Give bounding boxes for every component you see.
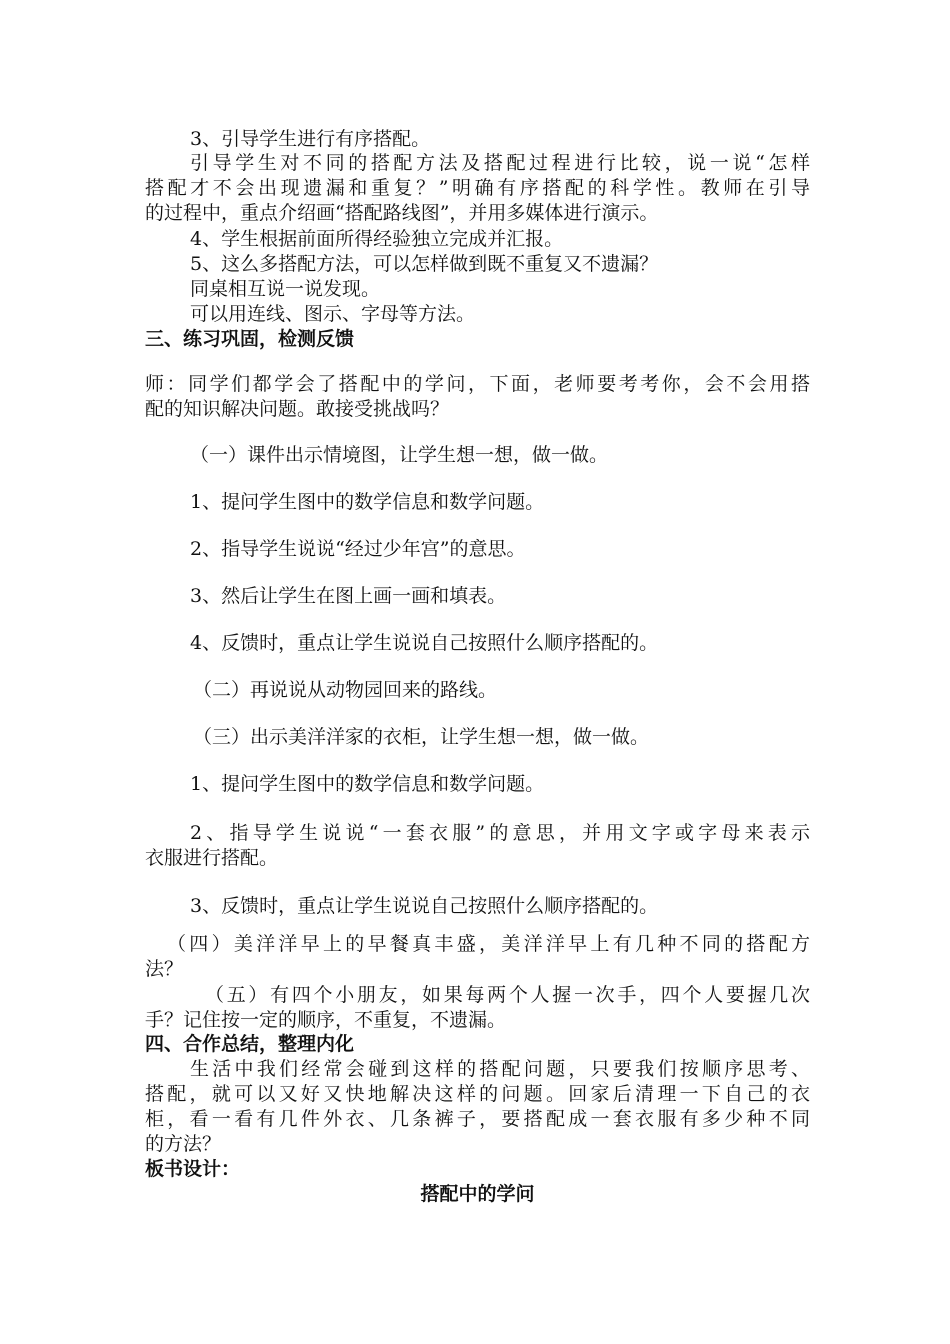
step-3-para-line-2: 搭配才不会出现遗漏和重复？”明确有序搭配的科学性。教师在引导 (145, 177, 810, 199)
step-5-methods: 可以用连线、图示、字母等方法。 (190, 303, 476, 325)
part-3-title: （三）出示美洋洋家的衣柜，让学生想一想，做一做。 (193, 726, 650, 748)
part-4-line-1: （四）美洋洋早上的早餐真丰盛，美洋洋早上有几种不同的搭配方 (167, 933, 810, 955)
step-5-discuss: 同桌相互说一说发现。 (190, 278, 381, 300)
section-4-heading: 四、合作总结，整理内化 (145, 1033, 355, 1055)
teacher-line-1: 师：同学们都学会了搭配中的学问，下面，老师要考考你，会不会用搭 (145, 373, 810, 395)
summary-line-3: 柜，看一看有几件外衣、几条裤子，要搭配成一套衣服有多少种不同 (145, 1108, 810, 1130)
summary-line-1: 生活中我们经常会碰到这样的搭配问题，只要我们按顺序思考、 (190, 1058, 810, 1080)
part-3-item-2-line-2: 衣服进行搭配。 (145, 847, 279, 869)
teacher-line-2: 配的知识解决问题。敢接受挑战吗？ (145, 398, 450, 420)
step-3-para-line-1: 引导学生对不同的搭配方法及搭配过程进行比较，说一说“怎样 (190, 152, 810, 174)
part-1-item-2: 2、指导学生说说“经过少年宫”的意思。 (190, 538, 526, 560)
part-3-item-3: 3、反馈时，重点让学生说说自己按照什么顺序搭配的。 (190, 895, 659, 917)
summary-line-2: 搭配，就可以又好又快地解决这样的问题。回家后清理一下自己的衣 (145, 1083, 810, 1105)
summary-line-4: 的方法？ (145, 1133, 222, 1155)
part-5-line-1: （五）有四个小朋友，如果每两个人握一次手，四个人要握几次 (205, 984, 810, 1006)
section-3-heading: 三、练习巩固，检测反馈 (145, 328, 355, 350)
part-1-item-4: 4、反馈时，重点让学生说说自己按照什么顺序搭配的。 (190, 632, 659, 654)
step-4-text: 4、学生根据前面所得经验独立完成并汇报。 (190, 228, 564, 250)
step-3-para-line-3: 的过程中，重点介绍画“搭配路线图”，并用多媒体进行演示。 (145, 202, 659, 224)
board-design-title: 搭配中的学问 (420, 1183, 535, 1205)
part-3-item-2-line-1: 2、指导学生说说“一套衣服”的意思，并用文字或字母来表示 (190, 822, 810, 844)
part-1-item-3: 3、然后让学生在图上画一画和填表。 (190, 585, 507, 607)
part-1-title: （一）课件出示情境图，让学生想一想，做一做。 (190, 444, 609, 466)
step-5-text: 5、这么多搭配方法，可以怎样做到既不重复又不遗漏？ (190, 253, 659, 275)
part-1-item-1: 1、提问学生图中的数学信息和数学问题。 (190, 491, 545, 513)
part-3-item-1: 1、提问学生图中的数学信息和数学问题。 (190, 773, 545, 795)
step-3-title: 3、引导学生进行有序搭配。 (190, 128, 431, 150)
part-4-line-2: 法？ (145, 958, 184, 980)
board-design-heading: 板书设计： (145, 1158, 241, 1180)
part-5-line-2: 手？记住按一定的顺序，不重复，不遗漏。 (145, 1009, 507, 1031)
part-2-title: （二）再说说从动物园回来的路线。 (193, 679, 498, 701)
